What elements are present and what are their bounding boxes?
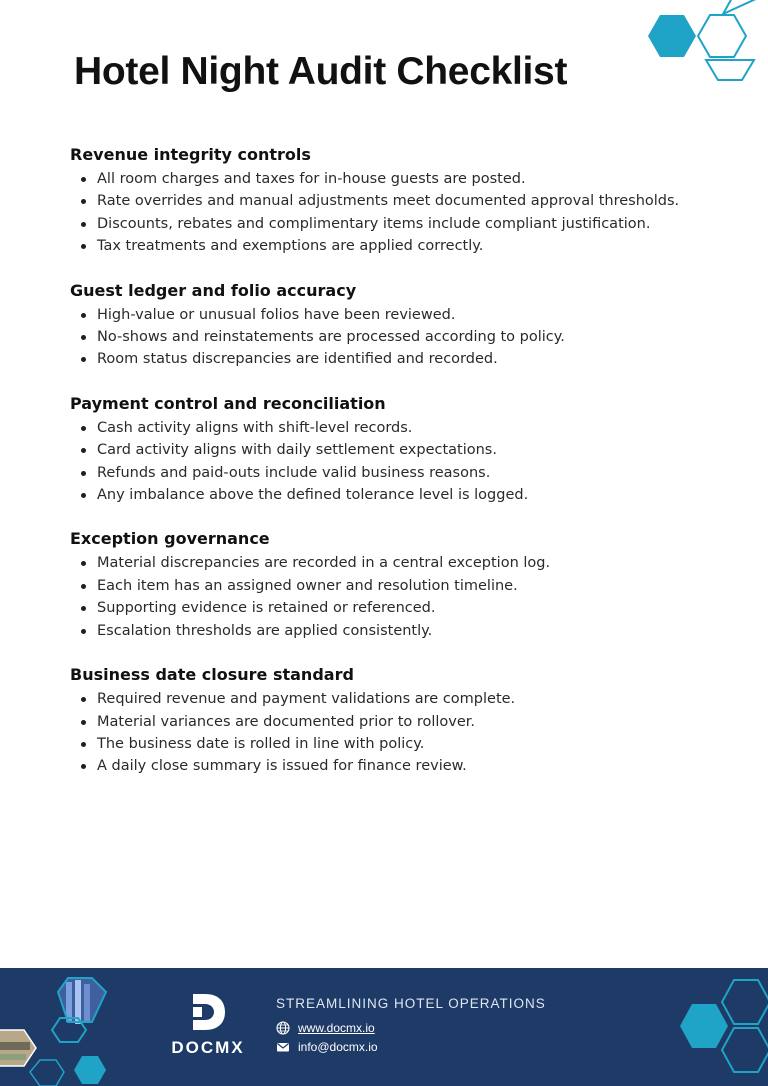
list-item: Room status discrepancies are identified and recorded. — [70, 348, 710, 370]
brand-name: DOCMX — [171, 1038, 245, 1057]
list-item: No-shows and reinstatements are processed according to policy. — [70, 326, 710, 348]
section-guest-ledger — [70, 281, 710, 371]
email-link[interactable]: info@docmx.io — [298, 1040, 378, 1054]
list-item: Discounts, rebates and complimentary items include compliant justification. — [70, 213, 710, 235]
globe-icon — [276, 1021, 290, 1035]
list-item: Material variances are documented prior to rollover. — [70, 711, 710, 733]
list-item: Each item has an assigned owner and resolution timeline. — [70, 575, 710, 597]
list-item: Supporting evidence is retained or referenced. — [70, 597, 710, 619]
section-heading: Revenue integrity controls — [70, 145, 311, 164]
website-link[interactable]: www.docmx.io — [298, 1021, 375, 1035]
envelope-icon — [276, 1040, 290, 1054]
checklist-items — [70, 688, 710, 778]
list-item: Cash activity aligns with shift-level records. — [70, 417, 710, 439]
hexagon-decoration — [678, 968, 768, 1086]
section-business-date-closure — [70, 665, 710, 778]
section-payment-control — [70, 394, 710, 507]
list-item: The business date is rolled in line with policy. — [70, 733, 710, 755]
hexagon-decoration — [648, 0, 768, 100]
email-contact[interactable] — [276, 1040, 378, 1054]
list-item: Refunds and paid-outs include valid business reasons. — [70, 462, 710, 484]
list-item: Any imbalance above the defined tolerance level is logged. — [70, 484, 710, 506]
section-revenue-integrity — [70, 145, 710, 258]
checklist-items — [70, 304, 710, 371]
docmx-logo — [168, 992, 248, 1058]
checklist-items — [70, 417, 710, 507]
list-item: Escalation thresholds are applied consistently. — [70, 620, 710, 642]
list-item: Rate overrides and manual adjustments meet documented approval thresholds. — [70, 190, 710, 212]
list-item: Tax treatments and exemptions are applied correctly. — [70, 235, 710, 257]
page-title: Hotel Night Audit Checklist — [74, 50, 568, 93]
list-item: A daily close summary is issued for finance review. — [70, 755, 710, 777]
checklist-items — [70, 552, 710, 642]
checklist-items — [70, 168, 710, 258]
section-heading: Exception governance — [70, 529, 270, 549]
list-item: Card activity aligns with daily settlement expectations. — [70, 439, 710, 461]
hotel-artwork-decoration — [0, 968, 140, 1086]
checklist — [70, 145, 710, 801]
list-item: High-value or unusual folios have been reviewed. — [70, 304, 710, 326]
list-item: Material discrepancies are recorded in a central exception log. — [70, 552, 710, 574]
website-contact[interactable] — [276, 1021, 375, 1035]
section-exception-governance — [70, 529, 710, 642]
section-heading: Payment control and reconciliation — [70, 393, 386, 413]
section-heading: Guest ledger and folio accuracy — [70, 280, 357, 300]
list-item: All room charges and taxes for in-house guests are posted. — [70, 168, 710, 190]
docmx-logo-icon — [189, 992, 227, 1032]
section-heading: Business date closure standard — [70, 665, 354, 685]
tagline: STREAMLINING HOTEL OPERATIONS — [276, 996, 546, 1011]
footer — [0, 968, 768, 1086]
list-item: Required revenue and payment validations are complete. — [70, 688, 710, 710]
